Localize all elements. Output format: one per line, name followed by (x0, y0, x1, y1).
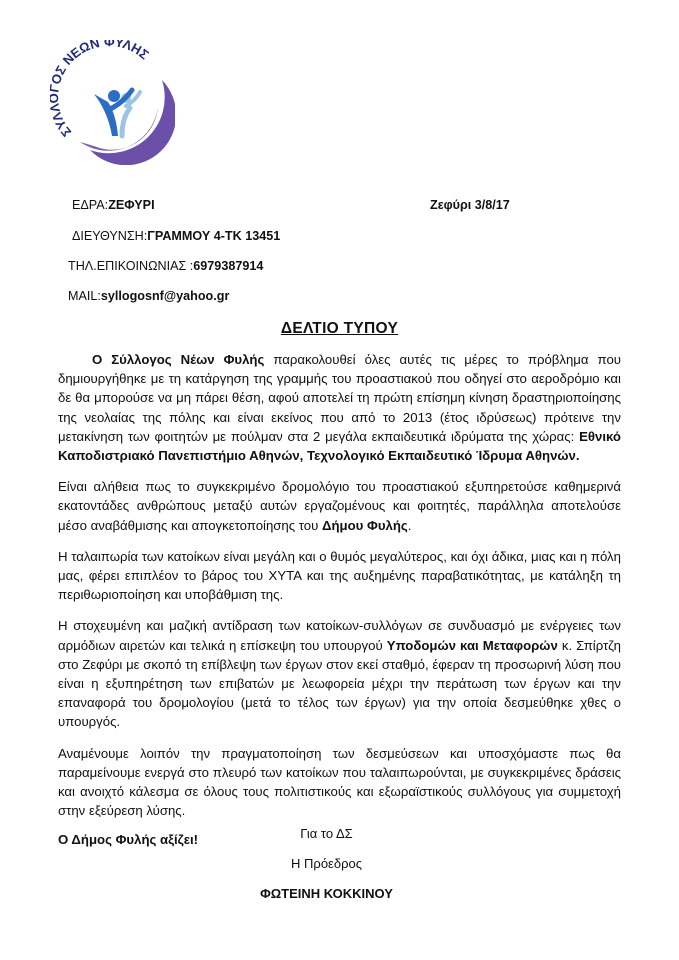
mail-label: MAIL: (68, 289, 101, 303)
p2-end: . (407, 517, 412, 533)
p1-bold-start: Ο Σύλλογος Νέων Φυλής (92, 352, 265, 367)
signature-for-board: Για το ΔΣ (300, 826, 353, 841)
p4-text: Η στοχευμένη και μαζική αντίδραση των κατοίκων-συλλόγων σε συνδυασμό με ενέργειες των αρμόδιων αιρετών και τελικά η επίσκεψη του υπουργού (58, 618, 621, 653)
paragraph-5 (58, 744, 621, 821)
document-date (430, 198, 510, 212)
seat-label: ΕΔΡΑ: (72, 198, 109, 212)
paragraph-4 (58, 616, 621, 731)
phone-label: ΤΗΛ.ΕΠΙΚΟΙΝΩΝΙΑΣ : (68, 259, 194, 273)
date-text: Ζεφύρι 3/8/17 (430, 198, 510, 212)
p2-text: Είναι αλήθεια πως το συγκεκριμένο δρομολόγιο του προαστιακού εξυπηρετούσε καθημερινά εκατοντάδες ανθρώπους μεταξύ αυτών εργαζομένους και φοιτητές, παράλληλα αποτελούσε μέσο αναβάθμισης και απογκετοποίησης του (58, 479, 621, 533)
svg-text:ΣΥΛΛΟΓΟΣ ΝΕΩΝ ΦΥΛΗΣ (50, 40, 152, 140)
seat-line (72, 198, 155, 212)
signature-role: Η Πρόεδρος (291, 856, 362, 871)
mail-value: syllogosnf@yahoo.gr (100, 289, 230, 303)
address-line (72, 229, 280, 243)
organization-logo (50, 40, 175, 165)
p4-end: κ. Σπίρτζη στο Ζεφύρι με σκοπό τη επίβλεψη των έργων στον εκεί σταθμό, έφεραν τη προσωρινή λύση που είναι η εξυπηρέτηση των επιβατών με λεωφορεία μέχρι την περάτωση των έργων και την επαναφορά του δρομολογίου (μετά το τέλος των έργων) για την οποία δεσμεύθηκε χθες ο υπουργός. (58, 637, 621, 730)
paragraph-1 (58, 350, 621, 465)
document-title: ΔΕΛΤΙΟ ΤΥΠΟΥ (280, 320, 399, 337)
phone-line (68, 259, 263, 273)
logo-text: ΣΥΛ Σ ΝΕΩΝ ΦΥΛΗΣ (50, 40, 152, 140)
p1-bold-end: Εθνικό Καποδιστριακό Πανεπιστήμιο Αθηνών, Τεχνολογικό Εκπαιδευτικό Ίδρυμα Αθηνών. (58, 428, 621, 464)
mail-line (68, 289, 229, 303)
p4-bold: Υποδομών και Μεταφορών (386, 637, 558, 653)
p5-text: Αναμένουμε λοιπόν την πραγματοποίηση των δεσμεύσεων και υποσχόμαστε πως θα παραμείνουμε ενεργά στο πλευρό των κατοίκων που ταλαιπωρούνται, με συγκεκριμένες δράσεις και ανοιχτό κάλεσμα σε όλους τους πολιτιστικούς και εξωραϊστικούς συλλόγους για συμμετοχή στην εξεύρεση λύσης. (58, 745, 621, 819)
phone-value: 6979387914 (193, 259, 264, 273)
press-release-body (58, 350, 621, 847)
paragraph-3 (58, 547, 621, 605)
address-value: ΓΡΑΜΜΟΥ 4-ΤΚ 13451 (147, 229, 281, 243)
p3-text: Η ταλαιπωρία των κατοίκων είναι μεγάλη και ο θυμός μεγαλύτερος, και όχι άδικα, μιας και η πόλη μας, φέρει επιπλέον το βάρος του ΧΥΤΑ και της αυξημένης παραβατικότητας, με κατάληξη τη περιθωριοποίηση και υποβάθμιση της. (58, 548, 621, 603)
seat-value: ΖΕΦΥΡΙ (108, 198, 155, 212)
p1-text: παρακολουθεί όλες αυτές τις μέρες το πρόβλημα που δημιουργήθηκε με τη κατάργηση της γραμμής του προαστιακού που οδηγεί στο αεροδρόμιο και δε θα μπορούσε να μη πάρει θέση, αφού αποτελεί τη πρώτη επίσημη κίνηση δραστηριοποίησης της νεολαίας της πόλης και είναι εκείνος που από το 2013 (έτος ιδρύσεως) πρότεινε την μετακίνηση των φοιτητών με πούλμαν στα 2 μεγάλα εκπαιδευτικά ιδρύματα της χώρας: (58, 352, 621, 444)
paragraph-2 (58, 477, 621, 535)
p2-bold: Δήμου Φυλής (322, 517, 408, 533)
address-label: ΔΙΕΥΘΥΝΣΗ: (72, 229, 148, 243)
closing-slogan: Ο Δήμος Φυλής αξίζει! (58, 832, 199, 848)
signature-name: ΦΩΤΕΙΝΗ ΚΟΚΚΙΝΟΥ (260, 886, 393, 901)
